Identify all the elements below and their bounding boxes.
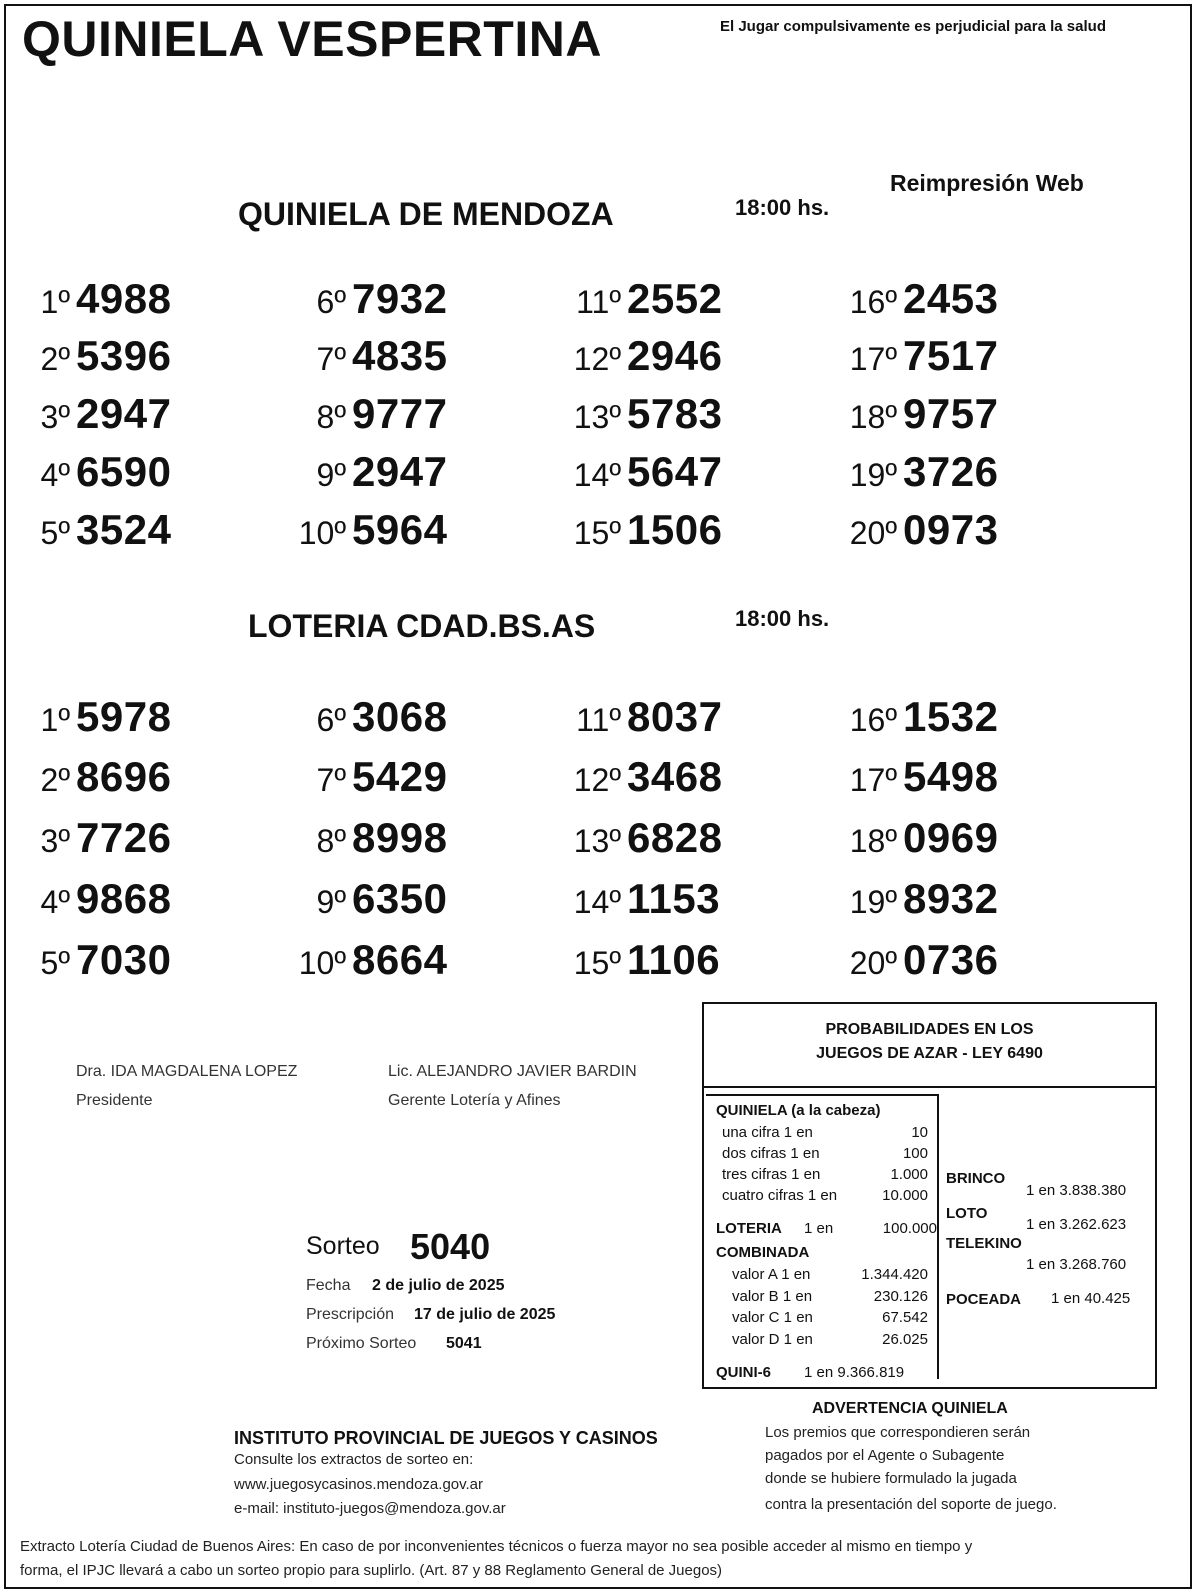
mendoza-result-1 <box>20 275 240 323</box>
mendoza-result-position: 18º <box>849 399 897 435</box>
quiniela-prob-row-value: 100 <box>902 1145 928 1162</box>
mendoza-result-number: 2453 <box>903 275 999 322</box>
buenosaires-result-number: 6828 <box>627 814 723 861</box>
advertencia-line: pagados por el Agente o Subagente <box>765 1447 1005 1464</box>
manager-name: Lic. ALEJANDRO JAVIER BARDIN <box>388 1063 637 1080</box>
mendoza-result-number: 9757 <box>903 390 999 437</box>
quiniela-prob-row-label: una cifra 1 en <box>722 1124 813 1141</box>
quiniela-prob-title: QUINIELA (a la cabeza) <box>716 1102 881 1119</box>
combinada-prob-row-label: valor B 1 en <box>732 1287 813 1305</box>
buenosaires-result-number: 3468 <box>627 753 723 800</box>
buenosaires-result-6 <box>296 693 516 741</box>
prescripcion-value: 17 de julio de 2025 <box>414 1306 556 1323</box>
loto-prob-value: 1 en 3.262.623 <box>1026 1216 1127 1233</box>
buenosaires-result-number: 8664 <box>352 936 448 983</box>
buenosaires-result-number: 6350 <box>352 875 448 922</box>
president-role: Presidente <box>76 1092 153 1109</box>
mendoza-result-number: 9777 <box>352 390 448 437</box>
quiniela-prob-row-value: 10.000 <box>882 1187 928 1204</box>
mendoza-result-number: 0973 <box>903 506 999 553</box>
mendoza-result-position: 12º <box>573 341 621 377</box>
buenosaires-result-position: 14º <box>573 884 621 920</box>
advertencia-line: contra la presentación del soporte de juego. <box>765 1496 1057 1513</box>
mendoza-result-number: 2947 <box>76 390 172 437</box>
probabilities-box <box>702 1002 1157 1389</box>
mendoza-result-5 <box>20 506 240 554</box>
buenosaires-result-14 <box>571 875 791 923</box>
mendoza-result-10 <box>296 506 516 554</box>
prescripcion-label: Prescripción <box>306 1306 395 1323</box>
mendoza-result-13 <box>571 390 791 438</box>
mendoza-result-number: 3524 <box>76 506 172 553</box>
buenosaires-result-position: 8º <box>316 823 346 859</box>
mendoza-result-position: 19º <box>849 457 897 493</box>
mendoza-result-6 <box>296 275 516 323</box>
mendoza-time: 18:00 hs. <box>735 195 830 220</box>
mendoza-result-14 <box>571 448 791 496</box>
loteria-prob-en: 1 en <box>804 1220 834 1237</box>
mendoza-result-number: 5783 <box>627 390 723 437</box>
buenosaires-result-19 <box>847 875 1067 923</box>
buenosaires-result-18 <box>847 814 1067 862</box>
buenosaires-result-number: 9868 <box>76 875 172 922</box>
mendoza-result-position: 8º <box>316 399 346 435</box>
institute-title: INSTITUTO PROVINCIAL DE JUEGOS Y CASINOS <box>234 1428 658 1448</box>
probabilities-title-line1: PROBABILIDADES EN LOS <box>825 1021 1034 1038</box>
buenosaires-result-12 <box>571 753 791 801</box>
buenosaires-result-position: 16º <box>849 702 897 738</box>
buenosaires-result-3 <box>20 814 240 862</box>
gambling-warning: El Jugar compulsivamente es perjudicial para la salud <box>720 18 1106 35</box>
fecha-label: Fecha <box>306 1277 351 1294</box>
mendoza-result-position: 1º <box>40 284 70 320</box>
combinada-prob-row-value: 26.025 <box>882 1330 928 1348</box>
fecha-value: 2 de julio de 2025 <box>372 1277 505 1294</box>
buenosaires-result-7 <box>296 753 516 801</box>
poceada-prob-value: 1 en 40.425 <box>1051 1290 1131 1307</box>
sorteo-number: 5040 <box>410 1226 491 1267</box>
mendoza-result-9 <box>296 448 516 496</box>
mendoza-result-number: 4835 <box>352 332 448 379</box>
mendoza-result-number: 3726 <box>903 448 999 495</box>
buenosaires-result-number: 1106 <box>627 936 721 983</box>
loteria-prob-value: 100.000 <box>882 1220 937 1237</box>
buenosaires-result-10 <box>296 936 516 984</box>
combinada-prob-row-value: 67.542 <box>882 1309 928 1326</box>
buenosaires-result-8 <box>296 814 516 862</box>
mendoza-result-3 <box>20 390 240 438</box>
mendoza-result-position: 16º <box>849 284 897 320</box>
buenosaires-result-17 <box>847 753 1067 801</box>
quiniela-prob-row-label: tres cifras 1 en <box>722 1166 821 1183</box>
mendoza-result-position: 6º <box>316 284 346 320</box>
mendoza-result-number: 1506 <box>627 506 723 553</box>
mendoza-result-position: 3º <box>40 399 70 435</box>
buenosaires-result-position: 2º <box>40 762 70 798</box>
manager-role: Gerente Lotería y Afines <box>388 1092 561 1109</box>
advertencia-title: ADVERTENCIA QUINIELA <box>812 1400 1008 1417</box>
buenosaires-result-11 <box>571 693 791 741</box>
sorteo-label: Sorteo <box>306 1232 380 1260</box>
buenosaires-result-9 <box>296 875 516 923</box>
combinada-prob-row-label: valor C 1 en <box>732 1309 813 1326</box>
buenosaires-result-16 <box>847 693 1067 741</box>
mendoza-result-20 <box>847 506 1067 554</box>
quiniela-prob-row-value: 10 <box>911 1124 928 1141</box>
institute-consult: Consulte los extractos de sorteo en: <box>234 1451 474 1468</box>
mendoza-result-number: 2552 <box>627 275 723 322</box>
buenosaires-result-number: 8932 <box>903 875 999 922</box>
buenosaires-result-position: 5º <box>40 945 70 981</box>
mendoza-result-8 <box>296 390 516 438</box>
buenosaires-result-position: 15º <box>573 945 621 981</box>
buenosaires-result-position: 19º <box>849 884 897 920</box>
mendoza-result-position: 7º <box>316 341 346 377</box>
buenosaires-result-15 <box>571 936 791 984</box>
footer-line-2: forma, el IPJC llevará a cabo un sorteo propio para suplirlo. (Art. 87 y 88 Reglamento General de Juegos) <box>20 1562 723 1579</box>
mendoza-result-position: 10º <box>298 515 346 551</box>
buenosaires-result-position: 11º <box>576 702 621 738</box>
probabilities-header <box>704 1004 1155 1088</box>
buenosaires-result-number: 1153 <box>627 875 721 922</box>
quiniela-prob-row-label: dos cifras 1 en <box>722 1145 820 1162</box>
mendoza-result-15 <box>571 506 791 554</box>
quini6-prob-value: 1 en 9.366.819 <box>804 1364 905 1381</box>
mendoza-result-12 <box>571 332 791 380</box>
buenosaires-result-number: 3068 <box>352 693 448 740</box>
combinada-prob-title: COMBINADA <box>716 1244 810 1261</box>
buenosaires-result-position: 9º <box>316 884 346 920</box>
mendoza-result-number: 6590 <box>76 448 172 495</box>
buenosaires-result-position: 17º <box>849 762 897 798</box>
mendoza-result-number: 7932 <box>352 275 448 322</box>
buenosaires-time: 18:00 hs. <box>735 606 830 631</box>
buenosaires-result-position: 1º <box>40 702 70 738</box>
mendoza-result-17 <box>847 332 1067 380</box>
telekino-prob-label: TELEKINO <box>946 1235 1022 1252</box>
buenosaires-result-position: 7º <box>316 762 346 798</box>
mendoza-result-number: 5647 <box>627 448 723 495</box>
mendoza-result-2 <box>20 332 240 380</box>
buenosaires-result-number: 0969 <box>903 814 999 861</box>
page-title: QUINIELA VESPERTINA <box>22 11 602 67</box>
buenosaires-result-number: 0736 <box>903 936 999 983</box>
quiniela-prob-row-label: cuatro cifras 1 en <box>722 1187 838 1204</box>
mendoza-result-number: 4988 <box>76 275 172 322</box>
mendoza-result-7 <box>296 332 516 380</box>
mendoza-result-position: 20º <box>849 515 897 551</box>
buenosaires-result-position: 12º <box>573 762 621 798</box>
buenosaires-result-number: 5429 <box>352 753 448 800</box>
mendoza-result-number: 2947 <box>352 448 448 495</box>
mendoza-result-position: 13º <box>573 399 621 435</box>
mendoza-result-position: 15º <box>573 515 621 551</box>
reprint-label: Reimpresión Web <box>890 170 1084 196</box>
buenosaires-result-position: 6º <box>316 702 346 738</box>
buenosaires-title: LOTERIA CDAD.BS.AS <box>248 608 596 644</box>
quiniela-prob-row-value: 1.000 <box>890 1166 928 1183</box>
mendoza-result-18 <box>847 390 1067 438</box>
buenosaires-result-number: 7726 <box>76 814 172 861</box>
buenosaires-result-number: 8696 <box>76 753 172 800</box>
buenosaires-result-position: 10º <box>298 945 346 981</box>
mendoza-result-number: 5964 <box>352 506 448 553</box>
institute-website: www.juegosycasinos.mendoza.gov.ar <box>234 1476 484 1493</box>
mendoza-result-16 <box>847 275 1067 323</box>
buenosaires-result-position: 4º <box>40 884 70 920</box>
buenosaires-result-number: 5978 <box>76 693 172 740</box>
mendoza-result-4 <box>20 448 240 496</box>
institute-email: e-mail: instituto-juegos@mendoza.gov.ar <box>234 1500 506 1517</box>
buenosaires-result-1 <box>20 693 240 741</box>
buenosaires-result-position: 20º <box>849 945 897 981</box>
mendoza-result-position: 9º <box>316 457 346 493</box>
buenosaires-result-5 <box>20 936 240 984</box>
mendoza-result-11 <box>571 275 791 323</box>
footer-line-1: Extracto Lotería Ciudad de Buenos Aires: En caso de por inconvenientes técnicos o fuerza mayor no sea posible acceder al mismo en tiempo y <box>20 1538 973 1555</box>
buenosaires-result-13 <box>571 814 791 862</box>
mendoza-result-19 <box>847 448 1067 496</box>
mendoza-result-number: 5396 <box>76 332 172 379</box>
poceada-prob-label: POCEADA <box>946 1291 1022 1308</box>
loto-prob-label: LOTO <box>946 1205 988 1222</box>
proximo-label: Próximo Sorteo <box>306 1335 417 1352</box>
mendoza-result-position: 2º <box>40 341 70 377</box>
buenosaires-result-2 <box>20 753 240 801</box>
buenosaires-result-number: 7030 <box>76 936 172 983</box>
mendoza-result-position: 14º <box>573 457 621 493</box>
buenosaires-result-number: 5498 <box>903 753 999 800</box>
brinco-prob-value: 1 en 3.838.380 <box>1026 1182 1127 1199</box>
proximo-value: 5041 <box>446 1335 482 1352</box>
mendoza-result-position: 4º <box>40 457 70 493</box>
buenosaires-result-number: 1532 <box>903 693 999 740</box>
buenosaires-result-position: 18º <box>849 823 897 859</box>
buenosaires-result-position: 3º <box>40 823 70 859</box>
quini6-prob-label: QUINI-6 <box>716 1364 772 1381</box>
probabilities-title-line2: JUEGOS DE AZAR - LEY 6490 <box>816 1045 1043 1062</box>
buenosaires-result-number: 8037 <box>627 693 723 740</box>
combinada-prob-row-value: 230.126 <box>873 1287 928 1305</box>
mendoza-result-number: 2946 <box>627 332 723 379</box>
mendoza-title: QUINIELA DE MENDOZA <box>238 196 614 232</box>
mendoza-result-number: 7517 <box>903 332 999 379</box>
advertencia-line: donde se hubiere formulado la jugada <box>765 1470 1017 1487</box>
combinada-prob-row-value: 1.344.420 <box>861 1266 928 1283</box>
brinco-prob-label: BRINCO <box>946 1170 1006 1187</box>
mendoza-result-position: 5º <box>40 515 70 551</box>
combinada-prob-row-label: valor A 1 en <box>732 1266 811 1283</box>
buenosaires-result-position: 13º <box>573 823 621 859</box>
mendoza-result-position: 17º <box>849 341 897 377</box>
advertencia-line: Los premios que correspondieren serán <box>765 1424 1031 1441</box>
combinada-prob-row-label: valor D 1 en <box>732 1330 813 1348</box>
mendoza-result-position: 11º <box>576 284 621 320</box>
loteria-prob-label: LOTERIA <box>716 1220 782 1237</box>
buenosaires-result-number: 8998 <box>352 814 448 861</box>
president-name: Dra. IDA MAGDALENA LOPEZ <box>76 1063 298 1080</box>
telekino-prob-value: 1 en 3.268.760 <box>1026 1256 1127 1273</box>
buenosaires-result-20 <box>847 936 1067 984</box>
buenosaires-result-4 <box>20 875 240 923</box>
